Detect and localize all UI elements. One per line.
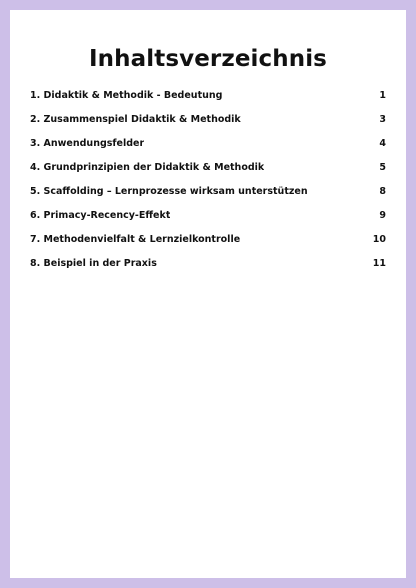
toc-entry-page: 4 [379, 138, 386, 149]
toc-entry-7[interactable] [30, 234, 386, 258]
toc-entry-label: 4. Grundprinzipien der Didaktik & Methodik [30, 162, 265, 173]
page-title: Inhaltsverzeichnis [89, 46, 327, 72]
toc-entry-page: 10 [372, 234, 386, 245]
toc-entry-6[interactable] [30, 210, 386, 234]
toc-entry-page: 9 [379, 210, 386, 221]
toc-entry-page: 11 [372, 258, 386, 269]
toc-entry-label: 6. Primacy-Recency-Effekt [30, 210, 171, 221]
document-page [10, 10, 406, 578]
toc-entry-1[interactable] [30, 90, 386, 114]
toc-entry-page: 1 [379, 90, 386, 101]
toc-entry-page: 3 [379, 114, 386, 125]
toc-entry-4[interactable] [30, 162, 386, 186]
toc-entry-label: 3. Anwendungsfelder [30, 138, 145, 149]
toc-entry-2[interactable] [30, 114, 386, 138]
table-of-contents [30, 90, 386, 282]
toc-entry-label: 5. Scaffolding – Lernprozesse wirksam unterstützen [30, 186, 308, 197]
toc-entry-5[interactable] [30, 186, 386, 210]
toc-entry-label: 2. Zusammenspiel Didaktik & Methodik [30, 114, 241, 125]
toc-entry-page: 8 [379, 186, 386, 197]
toc-entry-label: 7. Methodenvielfalt & Lernzielkontrolle [30, 234, 241, 245]
toc-entry-8[interactable] [30, 258, 386, 282]
toc-entry-label: 1. Didaktik & Methodik - Bedeutung [30, 90, 223, 101]
toc-entry-page: 5 [379, 162, 386, 173]
toc-entry-label: 8. Beispiel in der Praxis [30, 258, 157, 269]
toc-entry-3[interactable] [30, 138, 386, 162]
